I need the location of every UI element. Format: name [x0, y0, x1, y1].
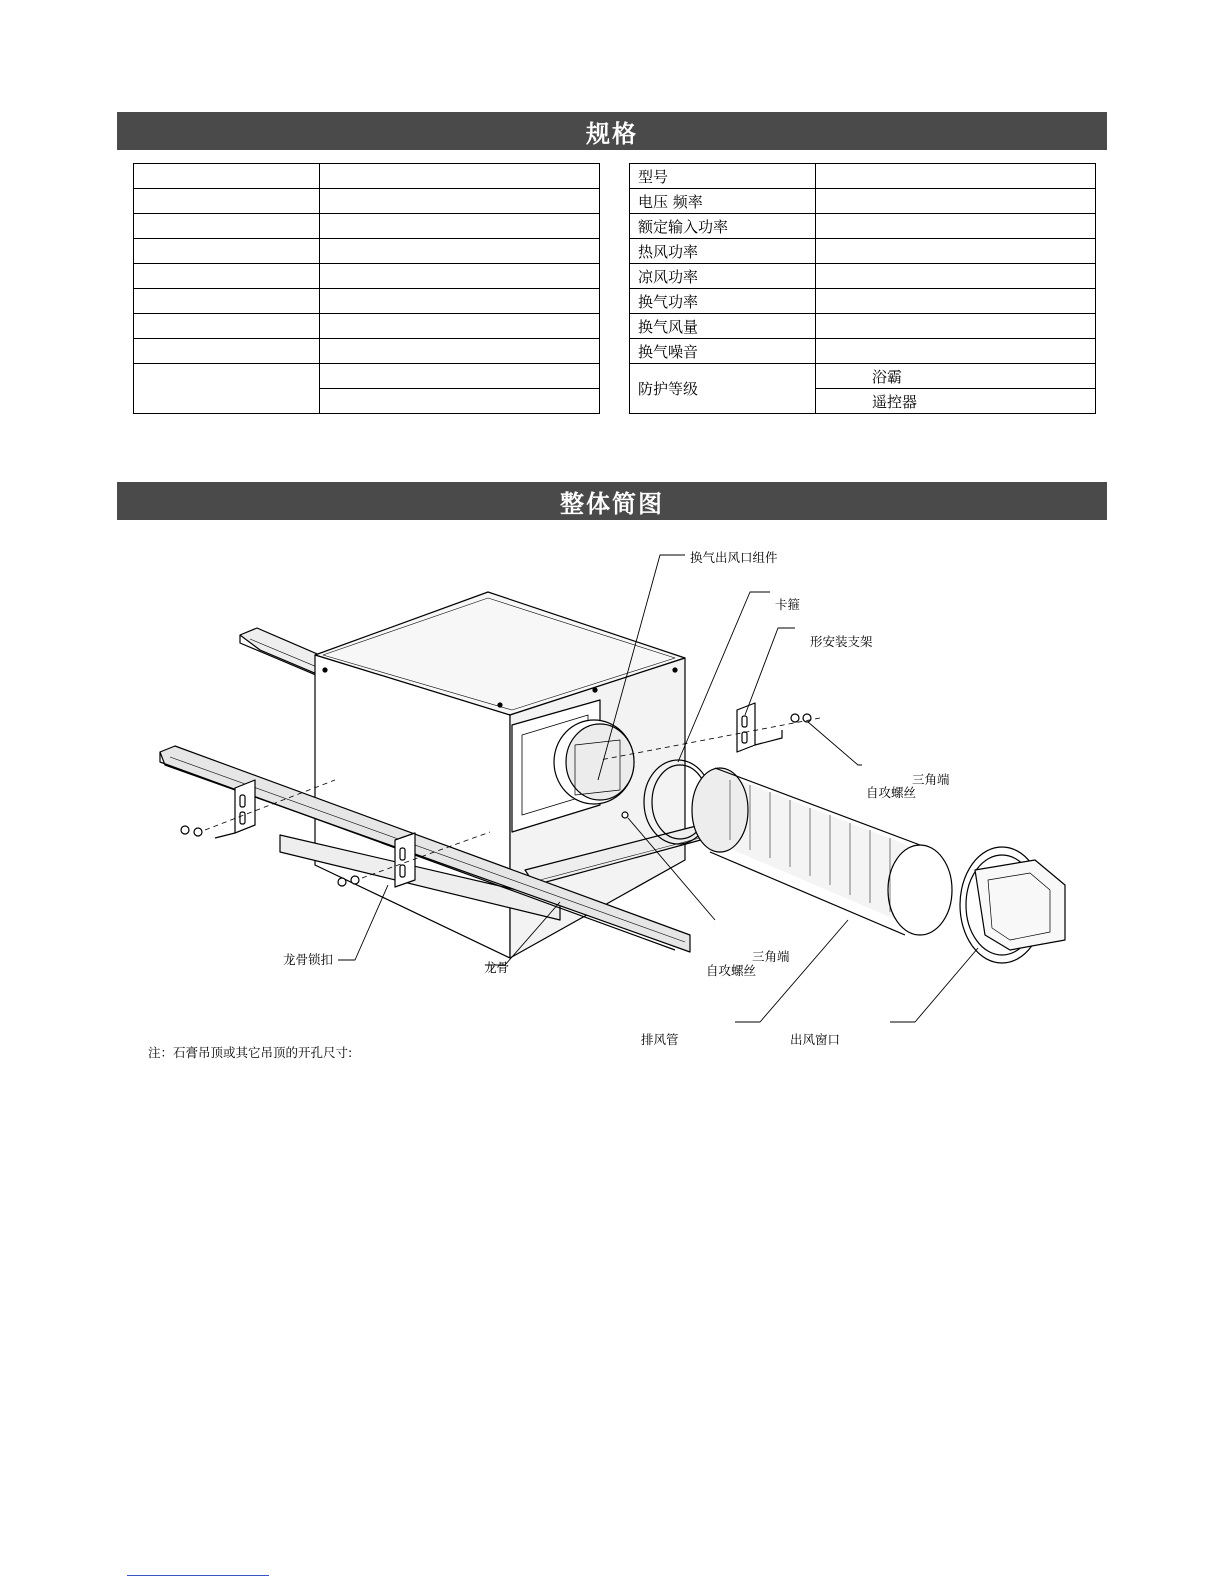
table-cell [320, 364, 600, 389]
table-cell [134, 214, 320, 239]
label-exhaust-pipe: 排风管 [641, 1032, 679, 1047]
outlet-window [960, 847, 1065, 963]
spec-label: 凉风功率 [630, 264, 816, 289]
label-self-tapping-screw-right: 自攻螺丝 [866, 785, 917, 800]
spec-value [816, 314, 1096, 339]
table-row [134, 364, 600, 389]
protection-item-heater: 浴霸 [816, 364, 1096, 389]
table-cell [134, 289, 320, 314]
ceiling-cutout-note: 注：石膏吊顶或其它吊顶的开孔尺寸: [148, 1045, 353, 1060]
table-row [134, 214, 600, 239]
table-cell [320, 314, 600, 339]
bracket-left [215, 780, 255, 838]
table-cell [320, 189, 600, 214]
spec-value [816, 289, 1096, 314]
bracket-right [737, 703, 782, 752]
table-row [630, 239, 1096, 264]
label-bracket: 形安装支架 [810, 634, 873, 649]
table-row [630, 314, 1096, 339]
table-cell [134, 314, 320, 339]
table-row [630, 264, 1096, 289]
spec-label: 换气噪音 [630, 339, 816, 364]
table-row [630, 164, 1096, 189]
spec-value [816, 214, 1096, 239]
table-cell [320, 289, 600, 314]
spec-label: 电压 频率 [630, 189, 816, 214]
spec-table-right [629, 163, 1096, 414]
table-row [134, 289, 600, 314]
bracket-middle [395, 833, 415, 887]
diagram-section-header [117, 482, 1107, 520]
spec-label: 换气功率 [630, 289, 816, 314]
spec-value [816, 264, 1096, 289]
table-row [630, 289, 1096, 314]
label-self-tapping-screw-middle: 自攻螺丝 [706, 963, 757, 978]
table-cell [320, 264, 600, 289]
spec-value [816, 339, 1096, 364]
table-row [630, 339, 1096, 364]
table-row [630, 364, 1096, 389]
table-row [630, 214, 1096, 239]
table-cell [134, 239, 320, 264]
protection-label: 防护等级 [630, 364, 816, 414]
spec-table-left [133, 163, 600, 414]
table-cell [134, 264, 320, 289]
table-row [134, 264, 600, 289]
table-row [134, 314, 600, 339]
spec-label: 型号 [630, 164, 816, 189]
spec-value [816, 239, 1096, 264]
table-cell [134, 164, 320, 189]
spec-label: 换气风量 [630, 314, 816, 339]
spec-label: 热风功率 [630, 239, 816, 264]
label-clamp: 卡箍 [775, 597, 801, 612]
spec-section-title: 规格 [586, 119, 638, 148]
diagram-section-title: 整体简图 [560, 489, 664, 518]
table-row [630, 189, 1096, 214]
table-cell [320, 389, 600, 414]
spec-value [816, 164, 1096, 189]
table-cell [320, 214, 600, 239]
label-outlet-window: 出风窗口 [790, 1032, 841, 1047]
protection-item-remote: 遥控器 [816, 389, 1096, 414]
label-keel-lock: 龙骨锁扣 [283, 952, 334, 967]
label-screw-triangle-right: 三角端 [912, 772, 950, 787]
spec-label: 额定输入功率 [630, 214, 816, 239]
table-cell [134, 364, 320, 414]
table-row [134, 339, 600, 364]
label-outlet-assembly: 换气出风口组件 [690, 550, 778, 565]
table-cell [134, 189, 320, 214]
label-screw-triangle-middle: 三角端 [752, 949, 790, 964]
table-row [134, 239, 600, 264]
spec-value [816, 189, 1096, 214]
footer-link-underline [127, 1575, 269, 1576]
table-cell [134, 339, 320, 364]
table-cell [320, 339, 600, 364]
table-cell [320, 164, 600, 189]
table-row [134, 164, 600, 189]
label-keel: 龙骨 [484, 960, 510, 975]
spec-section-header [117, 112, 1107, 150]
table-cell [320, 239, 600, 264]
table-row [134, 189, 600, 214]
